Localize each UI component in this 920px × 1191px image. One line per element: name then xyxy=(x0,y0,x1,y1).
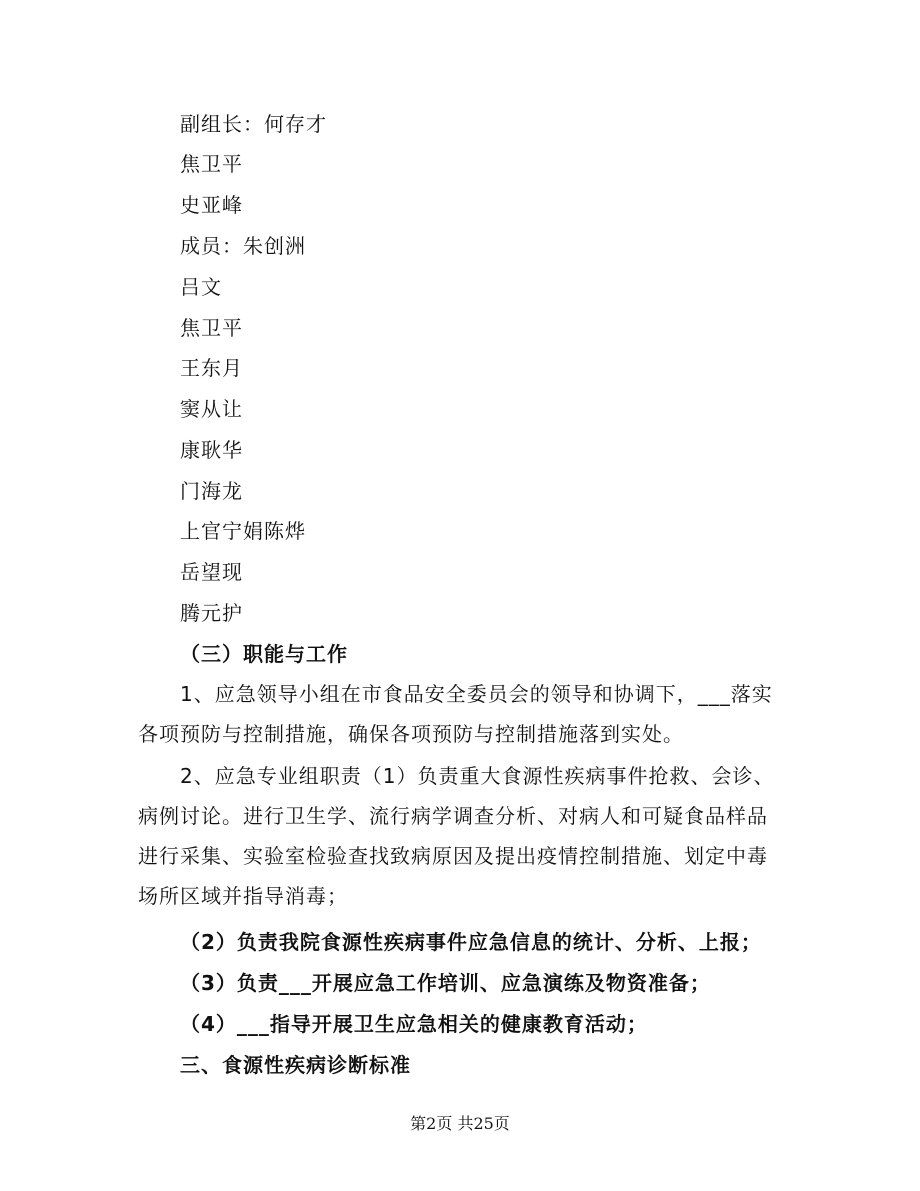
members-line: 成员：朱创洲 xyxy=(180,234,306,258)
name-line: 康耿华 xyxy=(180,438,243,462)
name-line: 焦卫平 xyxy=(180,316,243,340)
name-line: 史亚峰 xyxy=(180,193,243,217)
duty-item-4: （4）___指导开展卫生应急相关的健康教育活动； xyxy=(180,1012,648,1036)
chapter-heading: 三、食源性疾病诊断标准 xyxy=(180,1053,411,1077)
name-line: 门海龙 xyxy=(180,479,243,503)
deputy-leader-line: 副组长：何存才 xyxy=(180,112,327,136)
page-number-footer: 第2页 共25页 xyxy=(410,1114,510,1133)
name-line: 焦卫平 xyxy=(180,152,243,176)
paragraph-2-text: 2、应急专业组职责（1）负责重大食源性疾病事件抢救、会诊、病例讨论。进行卫生学、流行病学调查分析、对病人和可疑食品样品进行采集、实验室检验查找致病原因及提出疫情控制措施、划定中毒场所区域并指导消毒； xyxy=(138,764,775,908)
section-heading: （三）职能与工作 xyxy=(180,642,348,666)
name-line: 岳望现 xyxy=(180,560,243,584)
name-line: 窦从让 xyxy=(180,397,243,421)
paragraph-2 xyxy=(138,756,788,916)
name-line: 腾元护 xyxy=(180,601,243,625)
paragraph-1-text: 1、应急领导小组在市食品安全委员会的领导和协调下，___落实各项预防与控制措施，确保各项预防与控制措施落到实处。 xyxy=(138,682,773,746)
paragraph-1 xyxy=(138,674,788,754)
name-line: 王东月 xyxy=(180,356,243,380)
duty-item-2: （2）负责我院食源性疾病事件应急信息的统计、分析、上报； xyxy=(180,930,762,954)
duty-item-3: （3）负责___开展应急工作培训、应急演练及物资准备； xyxy=(180,971,711,995)
name-line: 上官宁娟陈烨 xyxy=(180,519,306,543)
name-line: 吕文 xyxy=(180,275,222,299)
